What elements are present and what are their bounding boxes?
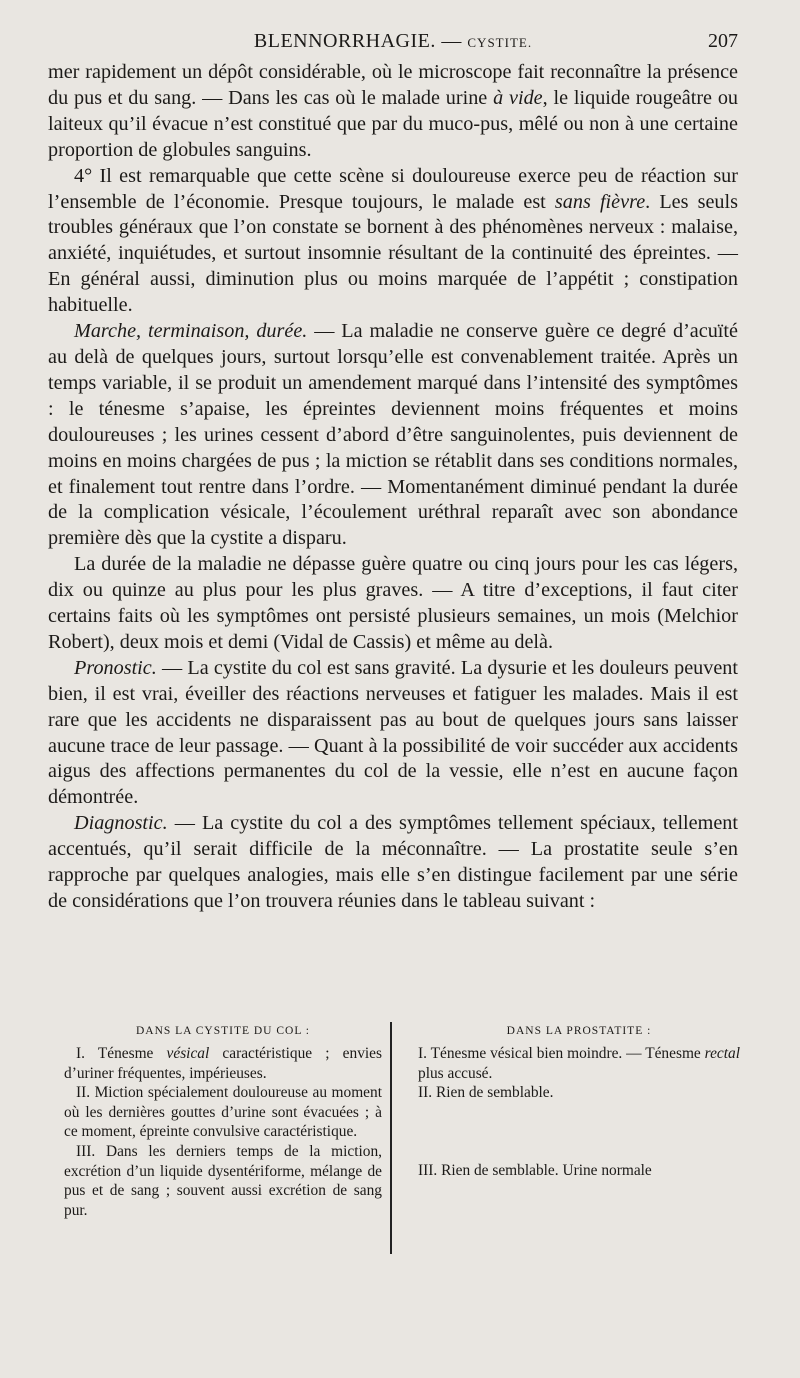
paragraph-1-rest: , le liquide rougeâtre ou laiteux qu’il évacue n’est constitué que par du muco-pus, mêlé ou non à une certaine proportion de globules sanguins. xyxy=(48,86,739,161)
table-row-left-2: II. Miction spécialement douloureuse au moment où les dernières gouttes d’urine sont évacuées ; à ce moment, épreinte convulsive caractéristique. xyxy=(64,1084,382,1141)
header-title xyxy=(48,30,738,53)
body-text xyxy=(48,60,738,915)
table-row-right-1 xyxy=(418,1044,740,1083)
table-row-right-3: III. Rien de semblable. Urine normale xyxy=(418,1161,652,1179)
column-head-cystite: DANS LA CYSTITE DU COL : xyxy=(135,1025,311,1037)
table-column-cystite xyxy=(64,1022,382,1220)
paragraph-1-italic: à vide xyxy=(493,86,543,109)
paragraph-6-rest: — La cystite du col a des symptômes tellement spéciaux, tellement accentués, qu’il serait difficile de la méconnaître. — La prostatite seule s’en rapproche par quelques analogies, mais elle s’en distingue facilement par une série de considérations que l’on trouvera réunies dans le tableau suivant : xyxy=(48,812,738,912)
table-spacer xyxy=(418,1103,740,1161)
right-1-rest: plus accusé. xyxy=(418,1064,493,1082)
paragraph-6 xyxy=(48,811,738,915)
paragraph-5 xyxy=(48,656,738,811)
running-header xyxy=(48,30,738,56)
paragraph-3-rest: — La maladie ne conserve guère ce degré d’acuïté au delà de quelques jours, surtout lorsqu’elle est convenablement traitée. Après un temps variable, il se produit un amendement marqué dans l’intensité des symptômes : le ténesme s’apaise, les épreintes deviennent moins fréquentes et moins douloureuses ; les urines cessent d’abord d’être sanguinolentes, puis deviennent de moins en moins chargées de pus ; la miction se rétablit dans ses conditions normales, et finalement tout rentre dans l’ordre. — Momentanément diminué pendant la durée de la complication vésicale, l’écoulement uréthral reparaît avec son abondance première dès que la cystite a disparu. xyxy=(48,320,738,550)
paragraph-4: La durée de la maladie ne dépasse guère quatre ou cinq jours pour les cas légers, dix ou quinze au plus pour les plus graves. — A titre d’exceptions, il faut citer certains faits où les symptômes ont persisté plusieurs semaines, un mois (Melchior Robert), deux mois et demi (Vidal de Cassis) et même au delà. xyxy=(48,553,738,653)
right-1-text: I. Ténesme vésical bien moindre. — Ténesme xyxy=(418,1045,705,1062)
table-column-prostatite xyxy=(418,1022,740,1180)
table-row-left-1 xyxy=(64,1044,382,1083)
header-title-sep: — xyxy=(435,30,468,52)
column-head-prostatite: DANS LA PROSTATITE : xyxy=(506,1025,652,1037)
header-title-sub: CYSTITE. xyxy=(467,35,533,50)
section-heading-marche: Marche, terminaison, durée. xyxy=(74,320,308,343)
page-number: 207 xyxy=(708,30,738,52)
column-divider xyxy=(390,1022,392,1254)
right-1-italic: rectal xyxy=(704,1045,740,1062)
paragraph-2-italic: sans fièvre xyxy=(554,190,646,213)
paragraph-2-rest: . Les seuls troubles généraux que l’on constate se bornent à des phénomènes nerveux : malaise, anxiété, inquiétudes, et surtout insomnie résultant de la continuité des épreintes. — En général aussi, diminution plus ou moins marquée de l’appétit ; constipation habituelle. xyxy=(48,190,738,317)
left-1-rest: caractéristique ; envies d’uriner fréquentes, impérieuses. xyxy=(64,1045,382,1082)
section-heading-pronostic: Pronostic. xyxy=(74,656,157,679)
table-row-right-2: II. Rien de semblable. xyxy=(418,1084,554,1102)
table-row-left-3: III. Dans les derniers temps de la miction, excrétion d’un liquide dysentériforme, mélange de pus et de sang ; souvent aussi excrétion de sang pur. xyxy=(64,1142,382,1219)
left-1-text: I. Ténesme xyxy=(76,1045,167,1062)
section-heading-diagnostic: Diagnostic. xyxy=(74,812,168,835)
left-1-italic: vésical xyxy=(166,1045,210,1062)
header-title-main: BLENNORRHAGIE. xyxy=(253,30,436,52)
paragraph-2 xyxy=(48,164,738,319)
paragraph-1-text: mer rapidement un dépôt considérable, où le microscope fait reconnaître la présence du pus et du sang. — Dans les cas où le malade urine xyxy=(48,61,738,109)
paragraph-3 xyxy=(48,319,738,552)
paragraph-2-text: 4° Il est remarquable que cette scène si douloureuse exerce peu de réaction sur l’ensemble de l’économie. Presque toujours, le malade est xyxy=(48,164,738,213)
comparison-table xyxy=(64,1022,740,1254)
paragraph-5-rest: — La cystite du col est sans gravité. La dysurie et les douleurs peuvent bien, il est vrai, éveiller des réactions nerveuses et fatiguer les malades. Mais il est rare que les accidents ne disparaissent pas au bout de quelques jours sans laisser aucune trace de leur passage. — Quant à la possibilité de voir succéder aux accidents aigus des affections permanentes du col de la vessie, elle n’est en aucune façon démontrée. xyxy=(48,656,738,809)
paragraph-1 xyxy=(48,60,738,164)
